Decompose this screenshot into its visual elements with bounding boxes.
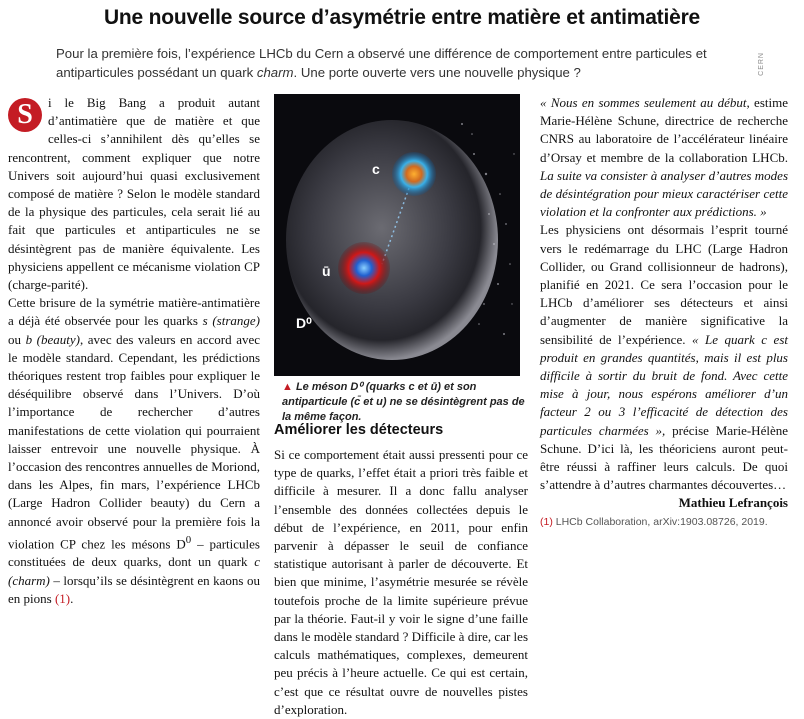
col1-text-2b: ou: [8, 331, 26, 347]
col3-text-3: précise Marie-Hélène Schune. D’ici là, les théoriciens auront peut-être réussi à raffiner leurs calculs. De quoi s’attendre à d’autres charmantes découvertes…: [540, 422, 788, 493]
photo-credit: CERN: [758, 52, 765, 76]
column-2: [274, 446, 528, 719]
subtitle-part-b: . Une porte ouverte vers une nouvelle physique ?: [293, 65, 581, 80]
label-c: c: [372, 161, 380, 177]
article-subtitle: [56, 44, 756, 82]
footnote-number: (1): [540, 515, 553, 528]
caption-text: Le méson D⁰ (quarks c et ū) et son antiparticule (c̄ et u) ne se désintègrent pas de la même façon.: [282, 381, 525, 423]
label-u-bar: ū: [322, 263, 331, 279]
col3-text-1: estime Marie-Hélène Schune, directrice de recherche CNRS au laboratoire de l’accélérateur linéaire d’Orsay et membre de la collaboration LHCb.: [540, 95, 788, 165]
drop-cap: S: [8, 98, 42, 132]
footnote-text: LHCb Collaboration, arXiv:1903.08726, 2019.: [552, 515, 768, 528]
figure-caption: [282, 380, 528, 425]
label-d0: D⁰: [296, 315, 312, 331]
col3-paragraph-1: [540, 94, 788, 221]
column-3: [540, 94, 788, 531]
col1-paragraph-2: [8, 294, 260, 608]
meson-superscript: 0: [185, 533, 192, 546]
col3-paragraph-2: [540, 221, 788, 494]
column-1: [8, 94, 260, 608]
caption-marker-icon: ▲: [282, 381, 293, 393]
col3-text-2: Les physiciens ont désormais l’esprit tourné vers le redémarrage du LHC (Large Hadron Collider, ou Grand collisionneur de hadrons), planifié en 2021. Ce sera l’occasion pour le LHCb d’améliorer ses détecteurs et ainsi d’augmenter de manière significative la sensibilité de l’expérience.: [540, 222, 788, 347]
charm-quark-icon: [392, 152, 436, 196]
col1-text-2a: Cette brisure de la symétrie matière-antimatière a déjà été observée pour les quarks: [8, 295, 260, 329]
quark-strange: s (strange): [202, 313, 261, 329]
quote-2: La suite va consister à analyser d’autres modes de désintégration pour mieux caractériser cette violation et la confronter aux prédictions. »: [540, 167, 788, 220]
col1-text-2c: , avec des valeurs en accord avec le modèle standard. Cependant, les prédictions théoriques restent trop faibles pour expliquer le déséquilibre observé dans l’Univers. D’où l’importance de rechercher d’autres manifestations de cette violation qui pourraient laisser entrevoir une nouvelle physique. À l’occasion des rencontres annuelles de Moriond, dans les Alpes, fin mars, l’expérience LHCb (Large Hadron Collider beauty) du Cern a annoncé avoir observé pour la première fois la violation CP chez les mésons D: [8, 331, 261, 552]
section-heading: Améliorer les détecteurs: [274, 422, 444, 438]
meson-illustration: [274, 94, 520, 376]
anti-up-quark-icon: [338, 242, 390, 294]
quark-beauty: b (beauty): [25, 331, 80, 347]
col1-paragraph-1: [8, 94, 260, 294]
col1-text-2e: – lorsqu’ils se désintègrent en kaons ou en pions: [8, 572, 260, 606]
footnote: [540, 513, 788, 531]
meson-graphic: [274, 94, 520, 376]
subtitle-charm: charm: [256, 65, 294, 80]
col2-paragraph: Si ce comportement était aussi pressenti pour ce type de quarks, l’effet était a priori très faible et difficile à mesurer. Il a donc fallu analyser l’ensemble des données collectées depuis le début de l’expérience, en 2011, pour enfin parvenir à dépasser le seuil de confiance statistique autorisant à parler de découverte. Et bien que minime, l’asymétrie mesurée se révèle toutefois proche de la limite supérieure prévue par la théorie. Faut-il y voir le signe d’une faille dans le modèle standard ? Difficile à dire, car les calculs mathématiques, complexes, demeurent peu précis à l’heure actuelle. Ce qui est certain, c’est que ce résultat ouvre de nouvelles pistes d’exploration.: [274, 447, 528, 717]
meson-sphere: [286, 120, 498, 360]
quark-charm: c (charm): [8, 554, 260, 588]
subtitle-part-a: Pour la première fois, l’expérience LHCb du Cern a observé une différence de comportement entre particules et antiparticules possédant un quark: [56, 46, 707, 80]
author-name: Mathieu Lefrançois: [678, 495, 788, 511]
col1-text-2d: – particules constituées de deux quarks, dont un quark: [8, 536, 260, 570]
reference-marker[interactable]: (1): [54, 590, 71, 606]
quote-1: « Nous en sommes seulement au début,: [540, 95, 750, 110]
col1-text-2f: .: [70, 590, 74, 606]
quote-3: « Le quark c est produit en grandes quantités, mais il est plus difficile à sortir du bruit de fond. Avec cette mise à jour, nous espérons améliorer d’un facteur 2 ou 3 l’efficacité de détection des particules charmées »,: [540, 331, 788, 438]
article-title: Une nouvelle source d’asymétrie entre matière et antimatière: [103, 6, 701, 29]
col1-text-1: i le Big Bang a produit autant d’antimatière que de matière et que celles-ci s’annihilent dès qu’elles se rencontrent, comment expliquer que notre Univers soit aujourd’hui quasi exclusivement composé de matière ? Selon le modèle standard de la physique des particules, cela serait lié au fait que particules et antiparticules ne se désintègrent pas de manière équivalente. Les physiciens appellent ce mécanisme violation CP (charge-parité).: [8, 95, 260, 293]
